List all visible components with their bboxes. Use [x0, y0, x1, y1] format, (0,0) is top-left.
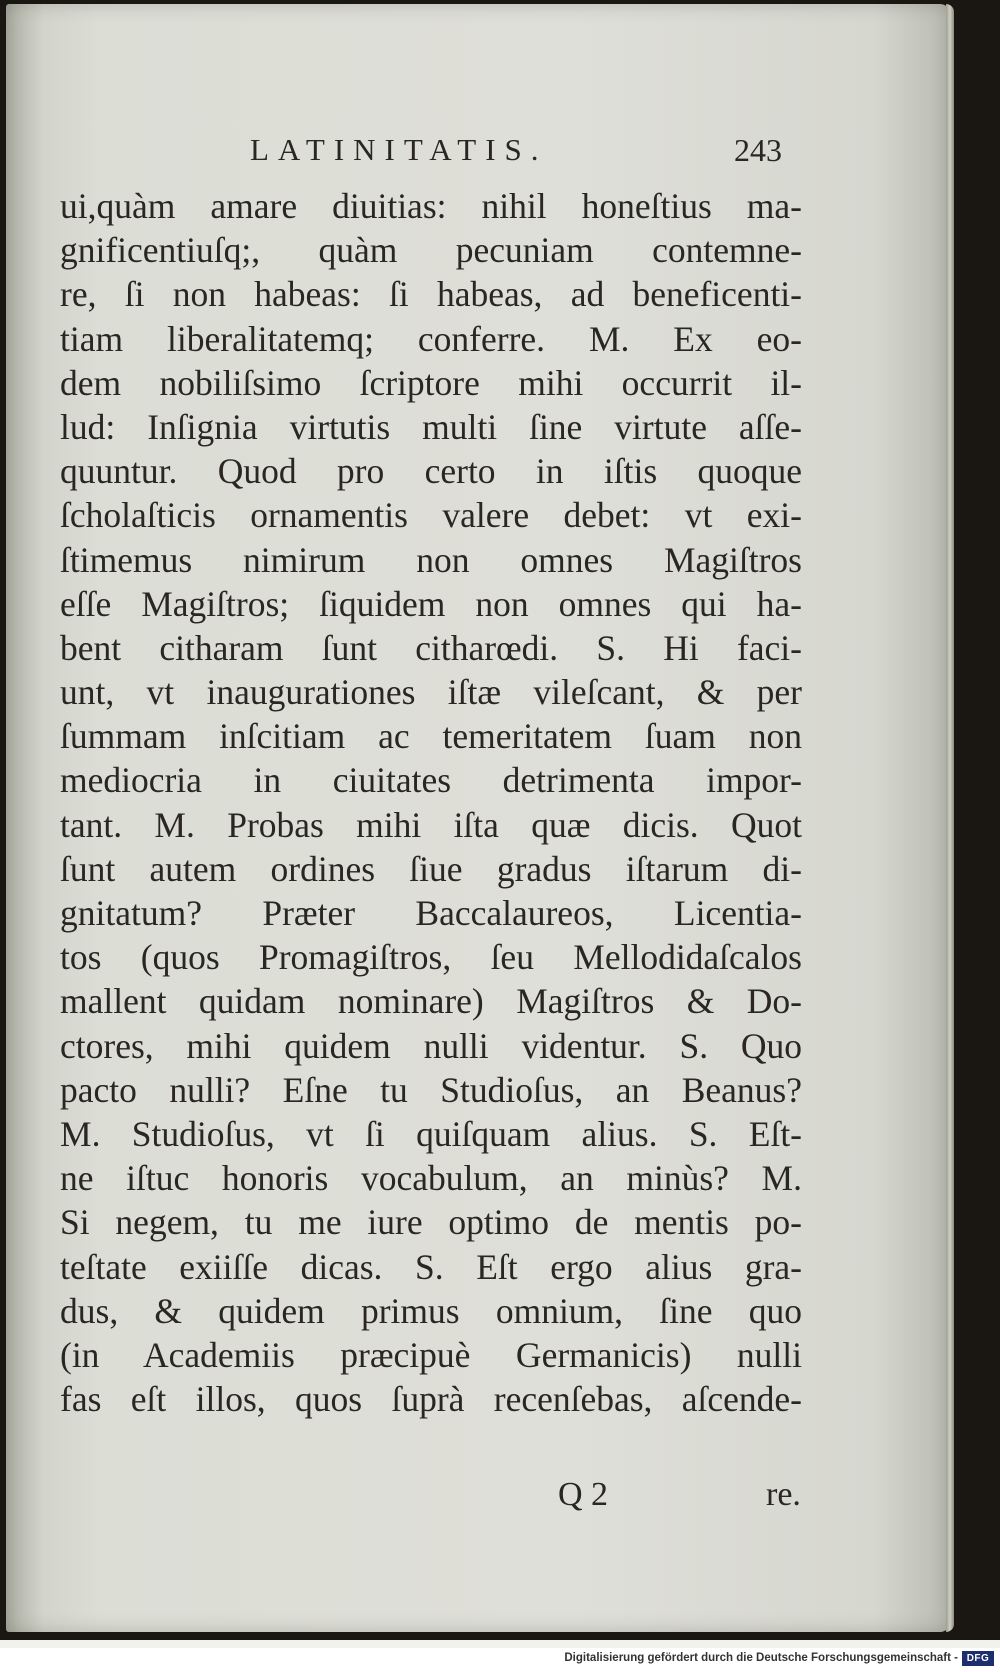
text-line: re, ſi non habeas: ſi habeas, ad beneficenti- [60, 274, 802, 315]
text-line: ui,quàm amare diuitias: nihil honeſtius ma- [60, 186, 802, 226]
text-line: bent citharam ſunt citharœdi. S. Hi faci- [60, 627, 802, 668]
text-line: dem nobiliſsimo ſcriptore mihi occurrit il- [60, 362, 802, 403]
text-line: eſſe Magiſtros; ſiquidem non omnes qui ha- [60, 583, 802, 624]
book-page [6, 4, 950, 1632]
text-line: ſummam inſcitiam ac temeritatem ſuam non [60, 716, 802, 757]
dfg-logo-icon: DFG [962, 1651, 994, 1666]
text-line: teſtate exiiſſe dicas. S. Eſt ergo alius gra- [60, 1246, 802, 1287]
text-line: Si negem, tu me iure optimo de mentis po- [60, 1202, 802, 1243]
credit-bar [0, 1648, 1000, 1672]
page-header [6, 132, 950, 176]
text-block [60, 184, 802, 1421]
text-line: quuntur. Quod pro certo in iſtis quoque [60, 451, 802, 492]
text-line: gnificentiuſq;, quàm pecuniam contemne- [60, 230, 802, 271]
text-line: tant. M. Probas mihi iſta quæ dicis. Quot [60, 804, 802, 845]
running-title: LATINITATIS. [250, 132, 548, 167]
text-line: ctores, mihi quidem nulli videntur. S. Quo [60, 1025, 802, 1066]
text-line: mediocria in ciuitates detrimenta impor- [60, 760, 802, 801]
signature-mark: Q 2 [558, 1476, 609, 1513]
catchword: re. [766, 1476, 801, 1513]
text-line: fas eſt illos, quos ſuprà recenſebas, aſcende- [60, 1379, 802, 1420]
text-line: dus, & quidem primus omnium, ſine quo [60, 1290, 802, 1331]
page-number: 243 [734, 132, 782, 168]
text-line: unt, vt inaugurationes iſtæ vileſcant, & per [60, 672, 802, 713]
text-line: ſunt autem ordines ſiue gradus iſtarum di- [60, 848, 802, 889]
text-line: ſtimemus nimirum non omnes Magiſtros [60, 539, 802, 580]
text-line: ſcholaſticis ornamentis valere debet: vt exi- [60, 495, 802, 536]
digitization-credit: Digitalisierung gefördert durch die Deutsche Forschungsgemeinschaft - [564, 1652, 958, 1664]
text-line: (in Academiis præcipuè Germanicis) nulli [60, 1334, 802, 1375]
text-line: pacto nulli? Eſne tu Studioſus, an Beanus? [60, 1069, 802, 1110]
text-line: tiam liberalitatemq; conferre. M. Ex eo- [60, 318, 802, 359]
page-edge [946, 4, 954, 1632]
text-line: M. Studioſus, vt ſi quiſquam alius. S. Eſt- [60, 1113, 802, 1154]
page-footer [6, 1476, 950, 1536]
text-line: mallent quidam nominare) Magiſtros & Do- [60, 981, 802, 1022]
text-line: gnitatum? Præter Baccalaureos, Licentia- [60, 893, 802, 933]
text-line: tos (quos Promagiſtros, ſeu Mellodidaſcalos [60, 937, 802, 978]
text-line: lud: Inſignia virtutis multi ſine virtute aſſe- [60, 406, 802, 447]
text-line: ne iſtuc honoris vocabulum, an minùs? M. [60, 1158, 802, 1199]
